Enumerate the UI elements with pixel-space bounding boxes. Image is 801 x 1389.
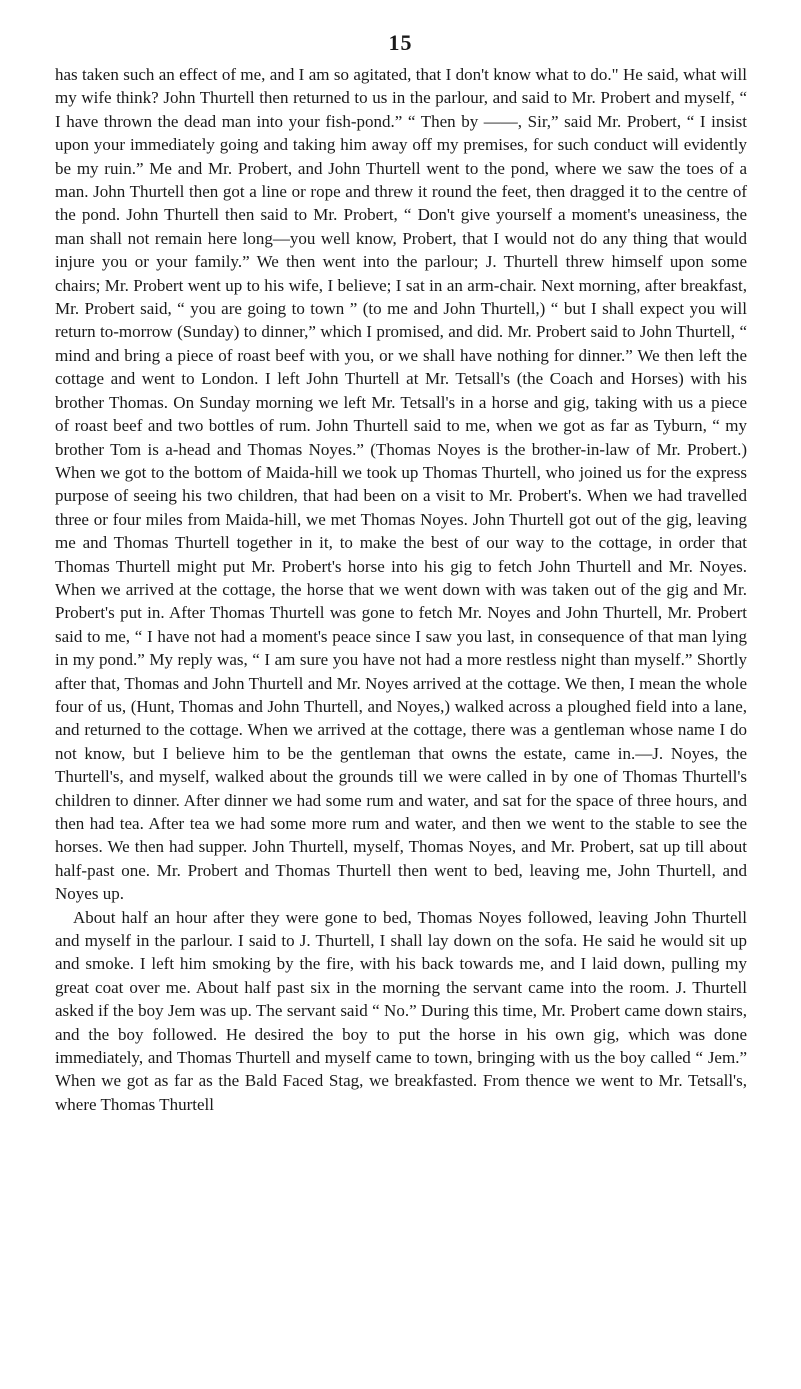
body-text — [55, 63, 747, 1116]
paragraph: About half an hour after they were gone to bed, Thomas Noyes followed, leaving John Thurtell and myself in the parlour. I said to J. Thurtell, I shall lay down on the sofa. He said he would sit up and smoke. I left him smoking by the fire, with his back towards me, and I laid down, pulling my great coat over me. About half past six in the morning the servant came into the room. J. Thurtell asked if the boy Jem was up. The servant said “ No.” During this time, Mr. Probert came down stairs, and the boy followed. He desired the boy to put the horse in his own gig, which was done immediately, and Thomas Thurtell and myself came to town, bringing with us the boy called “ Jem.” When we got as far as the Bald Faced Stag, we breakfasted. From thence we went to Mr. Tetsall's, where Thomas Thurtell — [55, 907, 747, 1114]
paragraph: has taken such an effect of me, and I am so agitated, that I don't know what to do." He said, what will my wife think? John Thurtell then returned to us in the parlour, and said to Mr. Probert and myself, “ I have thrown the dead man into your fish-pond.” “ Then by ——, Sir,” said Mr. Probert, “ I insist upon your immediately going and taking him away off my premises, for such conduct will evidently be my ruin.” Me and Mr. Probert, and John Thurtell went to the pond, where we saw the toes of a man. John Thurtell then got a line or rope and threw it round the feet, then dragged it to the centre of the pond. John Thurtell then said to Mr. Probert, “ Don't give yourself a moment's uneasiness, the man shall not remain here long—you well know, Probert, that I would not do any thing that would injure you or your family.” We then went into the parlour; J. Thurtell threw himself upon some chairs; Mr. Probert went up to his wife, I believe; I sat in an arm-chair. Next morning, after breakfast, Mr. Probert said, “ you are going to town ” (to me and John Thurtell,) “ but I shall expect you will return to-morrow (Sunday) to dinner,” which I promised, and did. Mr. Probert said to John Thurtell, “ mind and bring a piece of roast beef with you, or we shall have nothing for dinner.” We then left the cottage and went to London. I left John Thurtell at Mr. Tetsall's (the Coach and Horses) with his brother Thomas. On Sunday morning we left Mr. Tetsall's in a horse and gig, taking with us a piece of roast beef and two bottles of rum. John Thurtell said to me, when we got as far as Tyburn, “ my brother Tom is a-head and Thomas Noyes.” (Thomas Noyes is the brother-in-law of Mr. Probert.) When we got to the bottom of Maida-hill we took up Thomas Thurtell, who joined us for the express purpose of seeing his two children, that had been on a visit to Mr. Probert's. When we had travelled three or four miles from Maida-hill, we met Thomas Noyes. John Thurtell got out of the gig, leaving me and Thomas Thurtell together in it, to make the best of our way to the cottage, in order that Thomas Thurtell might put Mr. Probert's horse into his gig to fetch John Thurtell and Mr. Noyes. When we arrived at the cottage, the horse that we went down with was taken out of the gig and Mr. Probert's put in. After Thomas Thurtell was gone to fetch Mr. Noyes and John Thurtell, Mr. Probert said to me, “ I have not had a moment's peace since I saw you last, in consequence of that man lying in my pond.” My reply was, “ I am sure you have not had a more restless night than myself.” Shortly after that, Thomas and John Thurtell and Mr. Noyes arrived at the cottage. We then, I mean the whole four of us, (Hunt, Thomas and John Thurtell, and Noyes,) walked across a ploughed field into a lane, and returned to the cottage. When we arrived at the cottage, there was a gentleman whose name I do not know, but I believe him to be the gentleman that owns the estate, came in.—J. Noyes, the Thurtell's, and myself, walked about the grounds till we were called in by one of Thomas Thurtell's children to dinner. After dinner we had some rum and water, and sat for the space of three hours, and then had tea. After tea we had some more rum and water, and then we went to the stable to see the horses. We then had supper. John Thurtell, myself, Thomas Noyes, and Mr. Probert, sat up till about half-past one. Mr. Probert and Thomas Thurtell then went to bed, leaving me, John Thurtell, and Noyes up. — [55, 65, 747, 904]
page-number: 15 — [388, 30, 413, 55]
